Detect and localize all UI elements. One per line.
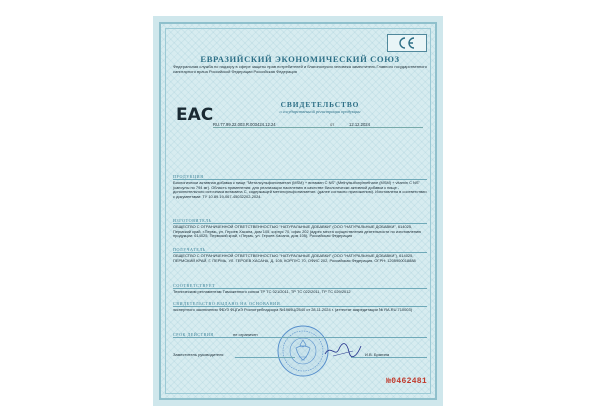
section-body: Техническим регламентам Таможенного союза ТР ТС 021/2011, ТР ТС 022/2011, ТР ТС 029/2012 xyxy=(173,289,351,294)
signatory-position: Заместитель руководителя xyxy=(173,352,224,357)
section-basis xyxy=(173,301,427,313)
signatory-name: И.В. Брагина xyxy=(365,352,390,357)
section-heading: ИЗГОТОВИТЕЛЬ xyxy=(173,218,427,224)
ce-logo-icon xyxy=(387,34,427,52)
eac-logo-icon xyxy=(175,101,214,125)
registration-number: RU.77.99.22.003.R.003424.12.24 xyxy=(213,122,276,127)
validity-underline xyxy=(173,337,427,338)
registration-certificate xyxy=(153,16,443,406)
eac-mark xyxy=(175,101,214,125)
document-title-block xyxy=(213,100,427,115)
section-recipient xyxy=(173,247,427,263)
section-heading: СВИДЕТЕЛЬСТВО ВЫДАНО НА ОСНОВАНИИ xyxy=(173,301,427,307)
date-prefix: от xyxy=(330,122,335,127)
validity-value: не ограничен xyxy=(233,332,258,337)
certificate-frame xyxy=(159,22,437,400)
section-body: ОБЩЕСТВО С ОГРАНИЧЕННОЙ ОТВЕТСТВЕННОСТЬЮ "НАТУРАЛЬНЫЕ ДОБАВКИ" (ООО "НАТУРАЛЬНЫЕ ДОБАВКИ", 614025, Пермский край, г.Пермь, ул. Героев Хасана, дом 105, корпус 70, офис 202 (адрес места осуществления деятельности по изготовлению продукции: 614025, Пермский край, г.Пермь, ул. Героев Хасана, дом 105), Российская Федерация xyxy=(173,224,422,239)
section-body: экспертного заключения ФБУЗ ФЦГиЭ Роспотребнадзора №1969Ц/2540 от 28.11.2024 г. (аттестат аккредитации № RA.RU.710003) xyxy=(173,307,413,312)
name-line xyxy=(351,357,427,358)
section-heading: СООТВЕТСТВУЕТ xyxy=(173,283,427,289)
validity-label: СРОК ДЕЙСТВИЯ xyxy=(173,332,214,337)
section-body: ОБЩЕСТВО С ОГРАНИЧЕННОЙ ОТВЕТСТВЕННОСТЬЮ "НАТУРАЛЬНЫЕ ДОБАВКИ" (ООО "НАТУРАЛЬНЫЕ ДОБАВКИ"), 614025, ПЕРМСКИЙ КРАЙ, Г. ПЕРМЬ, УЛ. ГЕРОЕВ ХАСАНА, Д. 105, КОРПУС 70, ОФИС 202, Российская Федерация. ОГРН: 1205900018888 xyxy=(173,253,416,263)
section-compliance xyxy=(173,283,427,295)
certificate-content xyxy=(173,34,427,386)
document-title: СВИДЕТЕЛЬСТВО xyxy=(280,100,360,109)
serial-number: №0462481 xyxy=(386,377,427,386)
issuing-authority: Федеральная служба по надзору в сфере защиты прав потребителей и благополучия человека заместитель Главного государственного санитарного врача Российской Федерации Российская Федерация xyxy=(173,64,427,74)
official-seal-icon xyxy=(276,324,330,378)
section-product xyxy=(173,174,427,200)
section-manufacturer xyxy=(173,218,427,239)
registration-date: 12.12.2024 xyxy=(349,122,370,127)
section-body: Биологически активная добавка к пище "Метилсульфонилметан (MSM) + витамин С NS" (Methylsulfonylmethane (MSM) + vitamin C NS" (капсулы по 794 мг). Область применения: для реализации населению в качестве биологически активной добавки к пище - дополнительного источника витамина С, содержащей метилсульфонилметан. (далее согласно приложению). Изготовлена в соответствии с документами: ТУ 10.89.19-067-45032202-2024. xyxy=(173,180,427,199)
section-heading: ПРОДУКЦИЯ xyxy=(173,174,427,180)
union-title: ЕВРАЗИЙСКИЙ ЭКОНОМИЧЕСКИЙ СОЮЗ xyxy=(200,54,400,64)
svg-text:EAC: EAC xyxy=(176,105,214,125)
signature-line xyxy=(235,357,295,358)
section-heading: ПОЛУЧАТЕЛЬ xyxy=(173,247,427,253)
document-subtitle: о государственной регистрации продукции xyxy=(279,109,361,114)
registration-underline xyxy=(213,127,423,128)
